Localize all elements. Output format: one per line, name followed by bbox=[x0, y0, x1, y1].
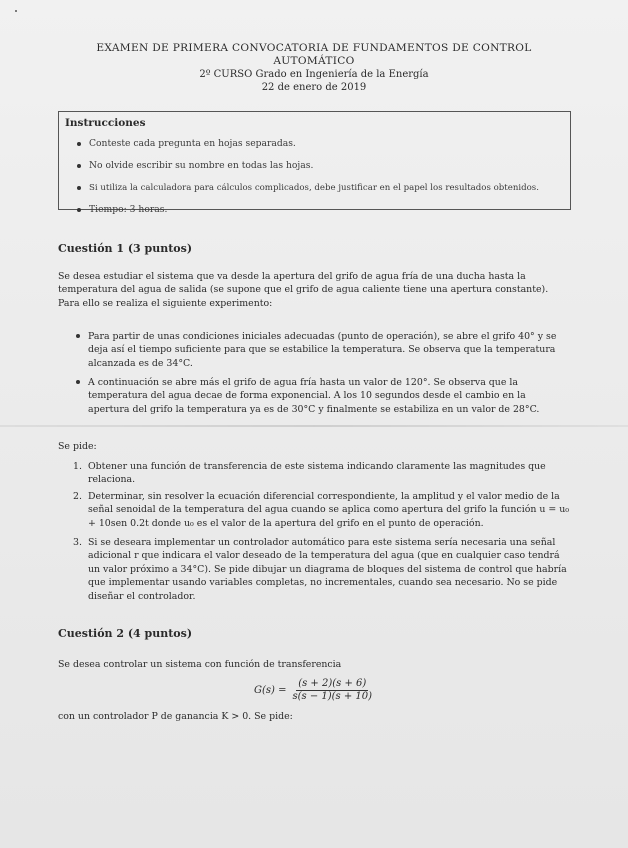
bullet-icon bbox=[77, 186, 81, 190]
bullet-icon bbox=[76, 334, 80, 338]
instruction-item: Si utiliza la calculadora para cálculos complicados, debe justificar en el papel los resultados obtenidos. bbox=[73, 182, 568, 204]
instructions-list bbox=[73, 138, 568, 226]
q1-task: 3. Si se deseara implementar un controlador automático para este sistema sería necesaria una señal adicional r que indicara el valor deseado de la temperatura del agua (que en cualquier caso tendrá un valor próximo a 34°C). Se pide dibujar un diagrama de bloques del sistema de control que habría que implementar usando variables completas, no incrementales, cuando sea necesario. No se pide diseñar el controlador. bbox=[73, 537, 567, 602]
instructions-title: Instrucciones bbox=[65, 117, 146, 129]
q1-experiment-item: Para partir de unas condiciones iniciales adecuadas (punto de operación), se abre el grifo 40° y se deja así el tiempo suficiente para que se estabilice la temperatura. Se observa que la temperatura alcanzada es de 34°C. bbox=[88, 330, 570, 370]
q1-task: 1. Obtener una función de transferencia de este sistema indicando claramente las magnitudes que relaciona. bbox=[73, 461, 546, 486]
exam-header bbox=[20, 42, 608, 94]
exam-title-line1: EXAMEN DE PRIMERA CONVOCATORIA DE FUNDAMENTOS DE CONTROL bbox=[96, 42, 532, 54]
q1-experiment-item: A continuación se abre más el grifo de agua fría hasta un valor de 120°. Se observa que la temperatura del agua decae de forma exponencial. A los 10 segundos desde el cambio en la apertura del grifo la temperatura ya es de 30°C y finalmente se estabiliza en un valor de 28°C. bbox=[88, 376, 570, 416]
formula-numerator: (s + 2)(s + 6) bbox=[298, 678, 367, 689]
q1-title: Cuestión 1 (3 puntos) bbox=[58, 242, 193, 255]
exam-course: 2º CURSO Grado en Ingeniería de la Energía bbox=[199, 69, 429, 80]
instructions-box bbox=[58, 111, 571, 215]
scan-speck bbox=[15, 10, 17, 12]
instruction-item: No olvide escribir su nombre en todas las hojas. bbox=[73, 160, 568, 182]
q1-intro: Se desea estudiar el sistema que va desde la apertura del grifo de agua fría de una ducha hasta la temperatura del agua de salida (se supone que el grifo de agua caliente tiene una apertura constante). Para ello se realiza el siguiente experimento: bbox=[58, 271, 549, 309]
instruction-item: Tiempo: 3 horas. bbox=[73, 204, 568, 226]
bullet-icon bbox=[77, 208, 81, 212]
q2-intro: Se desea controlar un sistema con función de transferencia bbox=[58, 659, 342, 670]
transfer-function bbox=[254, 678, 374, 703]
exam-date: 22 de enero de 2019 bbox=[261, 82, 367, 93]
exam-title-line2: AUTOMÁTICO bbox=[273, 55, 355, 67]
bullet-icon bbox=[76, 380, 80, 384]
paper-fold bbox=[0, 425, 628, 427]
instruction-item: Conteste cada pregunta en hojas separadas. bbox=[73, 138, 568, 160]
formula-denominator: s(s − 1)(s + 10) bbox=[292, 691, 373, 702]
q2-title: Cuestión 2 (4 puntos) bbox=[58, 627, 193, 640]
formula-lhs: G(s) = bbox=[254, 685, 287, 696]
q1-pide: Se pide: bbox=[58, 441, 97, 452]
bullet-icon bbox=[77, 142, 81, 146]
formula-fraction bbox=[290, 678, 374, 703]
q1-task: 2. Determinar, sin resolver la ecuación diferencial correspondiente, la amplitud y el valor medio de la señal senoidal de la temperatura del agua cuando se aplica como apertura del grifo la función u = u₀ + 10sen 0.2t donde u₀ es el valor de la apertura del grifo en el punto de operación. bbox=[73, 491, 570, 529]
q2-outro: con un controlador P de ganancia K > 0. Se pide: bbox=[58, 711, 293, 722]
bullet-icon bbox=[77, 164, 81, 168]
